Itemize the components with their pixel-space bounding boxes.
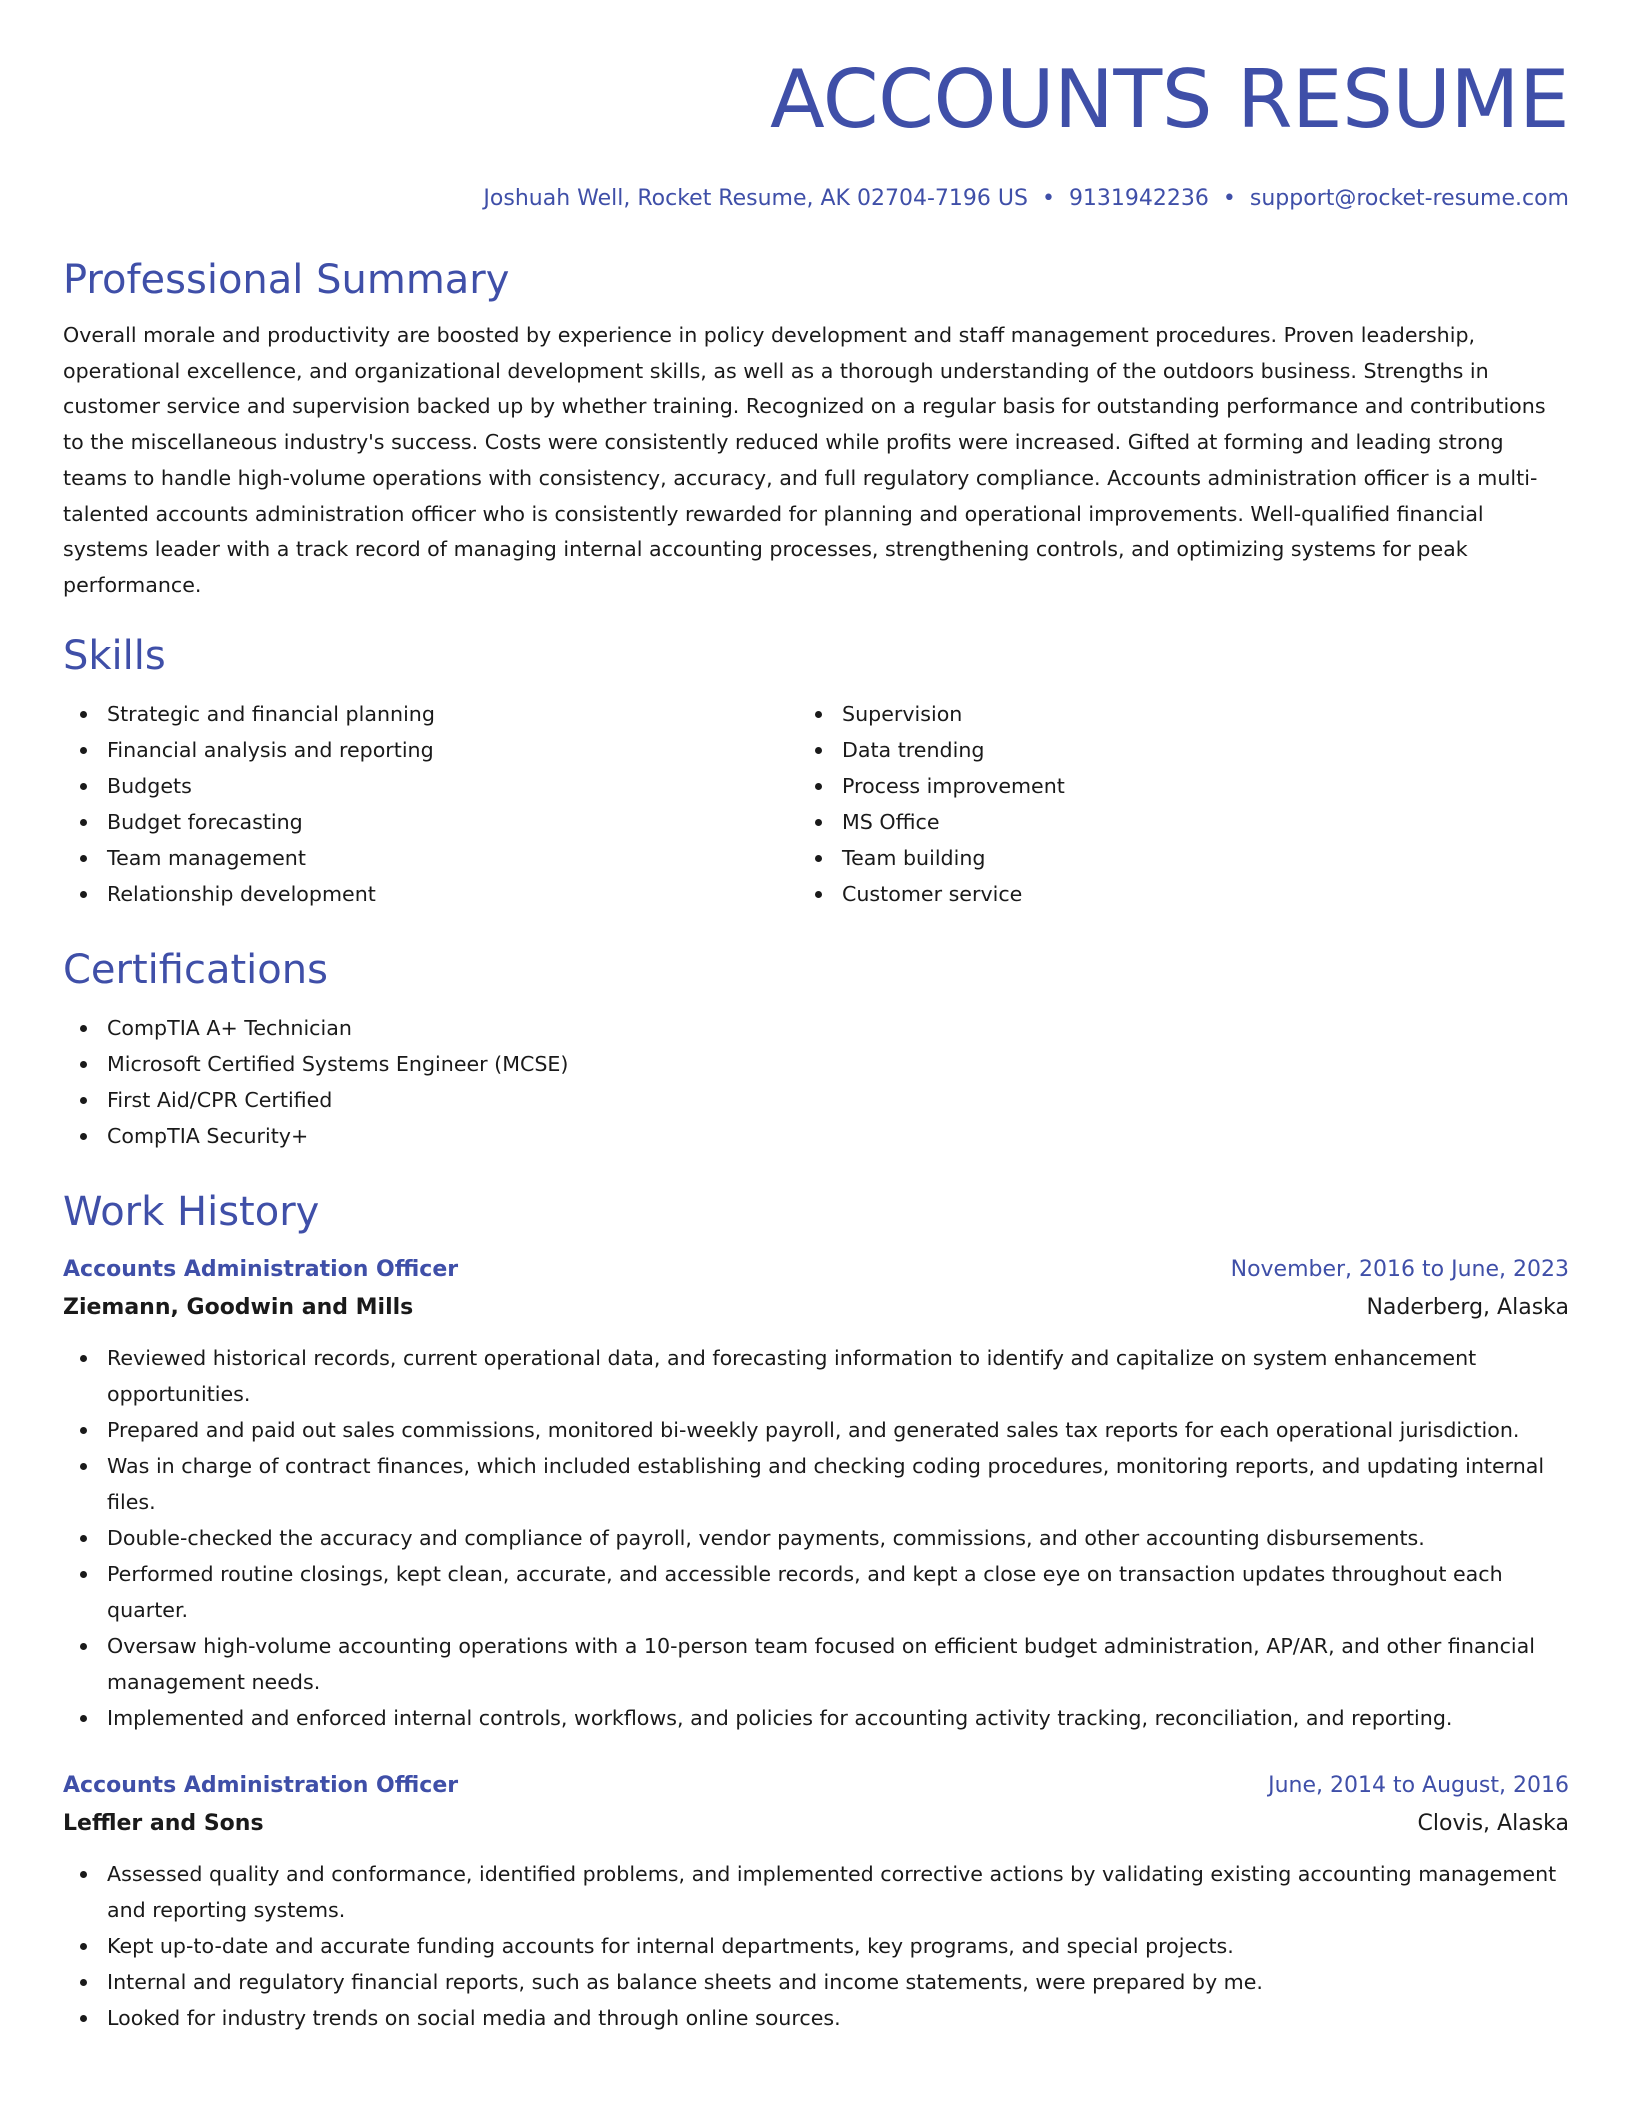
contact-line (63, 184, 1569, 214)
job-dates: November, 2016 to June, 2023 (1230, 1256, 1569, 1282)
certifications-section (63, 946, 1569, 1154)
skill-item: Process improvement (798, 768, 1533, 804)
job-location: Clovis, Alaska (1417, 1810, 1569, 1836)
job-title: Accounts Administration Officer (63, 1256, 459, 1282)
skill-item: Financial analysis and reporting (63, 732, 798, 768)
contact-address: Joshuah Well, Rocket Resume, AK 02704-7196 US (483, 186, 1028, 211)
resume-header (63, 52, 1569, 214)
skill-item: Team management (63, 840, 798, 876)
job-company: Leffler and Sons (63, 1810, 264, 1836)
skill-item: Strategic and financial planning (63, 696, 798, 732)
skills-column-right (798, 696, 1533, 912)
skills-column-left (63, 696, 798, 912)
skill-item: Team building (798, 840, 1533, 876)
work-history-heading: Work History (63, 1188, 320, 1235)
job-duty: Prepared and paid out sales commissions, monitored bi-weekly payroll, and generated sales tax reports for each operational jurisdiction. (63, 1412, 1569, 1448)
summary-text: Overall morale and productivity are boosted by experience in policy development and staff management procedures. Proven leadership, operational excellence, and organizational development skills, as well as a thorough understanding of the outdoors business. Strengths in customer service and supervision backed up by whether training. Recognized on a regular basis for outstanding performance and contributions to the miscellaneous industry's success. Costs were consistently reduced while profits were increased. Gifted at forming and leading strong teams to handle high-volume operations with consistency, accuracy, and full regulatory compliance. Accounts administration officer is a multi-talented accounts administration officer who is consistently rewarded for planning and operational improvements. Well-qualified financial systems leader with a track record of managing internal accounting processes, strengthening controls, and optimizing systems for peak performance. (63, 323, 1546, 597)
job-duty: Reviewed historical records, current operational data, and forecasting information to identify and capitalize on system enhancement opportunities. (63, 1340, 1569, 1412)
skills-section (63, 632, 1569, 912)
certifications-heading: Certifications (63, 946, 328, 993)
job-duties-list (63, 1856, 1569, 2036)
summary-heading: Professional Summary (63, 257, 510, 303)
skill-item: MS Office (798, 804, 1533, 840)
skills-list-right (798, 696, 1533, 912)
contact-separator: • (1041, 186, 1055, 211)
job-duty: Oversaw high-volume accounting operations with a 10-person team focused on efficient budget administration, AP/AR, and other financial management needs. (63, 1628, 1569, 1700)
skills-heading: Skills (63, 632, 166, 679)
skill-item: Budget forecasting (63, 804, 798, 840)
contact-email: support@rocket-resume.com (1249, 186, 1569, 211)
skill-item: Data trending (798, 732, 1533, 768)
job-duty: Kept up-to-date and accurate funding accounts for internal departments, key programs, and special projects. (63, 1928, 1569, 1964)
job-duty: Internal and regulatory financial reports, such as balance sheets and income statements, were prepared by me. (63, 1964, 1569, 2000)
contact-phone: 9131942236 (1068, 186, 1209, 211)
job-location: Naderberg, Alaska (1366, 1294, 1569, 1320)
professional-summary-section (63, 256, 1569, 604)
job-duty: Double-checked the accuracy and compliance of payroll, vendor payments, commissions, and other accounting disbursements. (63, 1520, 1569, 1556)
skills-list-left (63, 696, 798, 912)
job-title-row (63, 1254, 1569, 1286)
job-title-row (63, 1770, 1569, 1802)
job-company: Ziemann, Goodwin and Mills (63, 1294, 414, 1320)
job-duties-list (63, 1340, 1569, 1736)
job-duty: Was in charge of contract finances, which included establishing and checking coding procedures, monitoring reports, and updating internal files. (63, 1448, 1569, 1520)
job-company-row (63, 1802, 1569, 1840)
job-title: Accounts Administration Officer (63, 1772, 459, 1798)
job-dates: June, 2014 to August, 2016 (1268, 1772, 1569, 1798)
job-entry (63, 1254, 1569, 1736)
job-duty: Performed routine closings, kept clean, accurate, and accessible records, and kept a close eye on transaction updates throughout each quarter. (63, 1556, 1569, 1628)
certification-item: Microsoft Certified Systems Engineer (MCSE) (63, 1046, 1569, 1082)
skill-item: Relationship development (63, 876, 798, 912)
job-duty: Implemented and enforced internal controls, workflows, and policies for accounting activity tracking, reconciliation, and reporting. (63, 1700, 1569, 1736)
job-duty: Looked for industry trends on social media and through online sources. (63, 2000, 1569, 2036)
job-company-row (63, 1286, 1569, 1324)
skill-item: Supervision (798, 696, 1533, 732)
certification-item: CompTIA Security+ (63, 1118, 1569, 1154)
skills-grid (63, 696, 1569, 912)
job-entry (63, 1770, 1569, 2036)
skill-item: Customer service (798, 876, 1533, 912)
work-history-section (63, 1188, 1569, 2036)
contact-separator: • (1222, 186, 1236, 211)
resume-title: ACCOUNTS RESUME (769, 53, 1569, 146)
certification-item: First Aid/CPR Certified (63, 1082, 1569, 1118)
job-duty: Assessed quality and conformance, identified problems, and implemented corrective actions by validating existing accounting management and reporting systems. (63, 1856, 1569, 1928)
certifications-list (63, 1010, 1569, 1154)
skill-item: Budgets (63, 768, 798, 804)
certification-item: CompTIA A+ Technician (63, 1010, 1569, 1046)
